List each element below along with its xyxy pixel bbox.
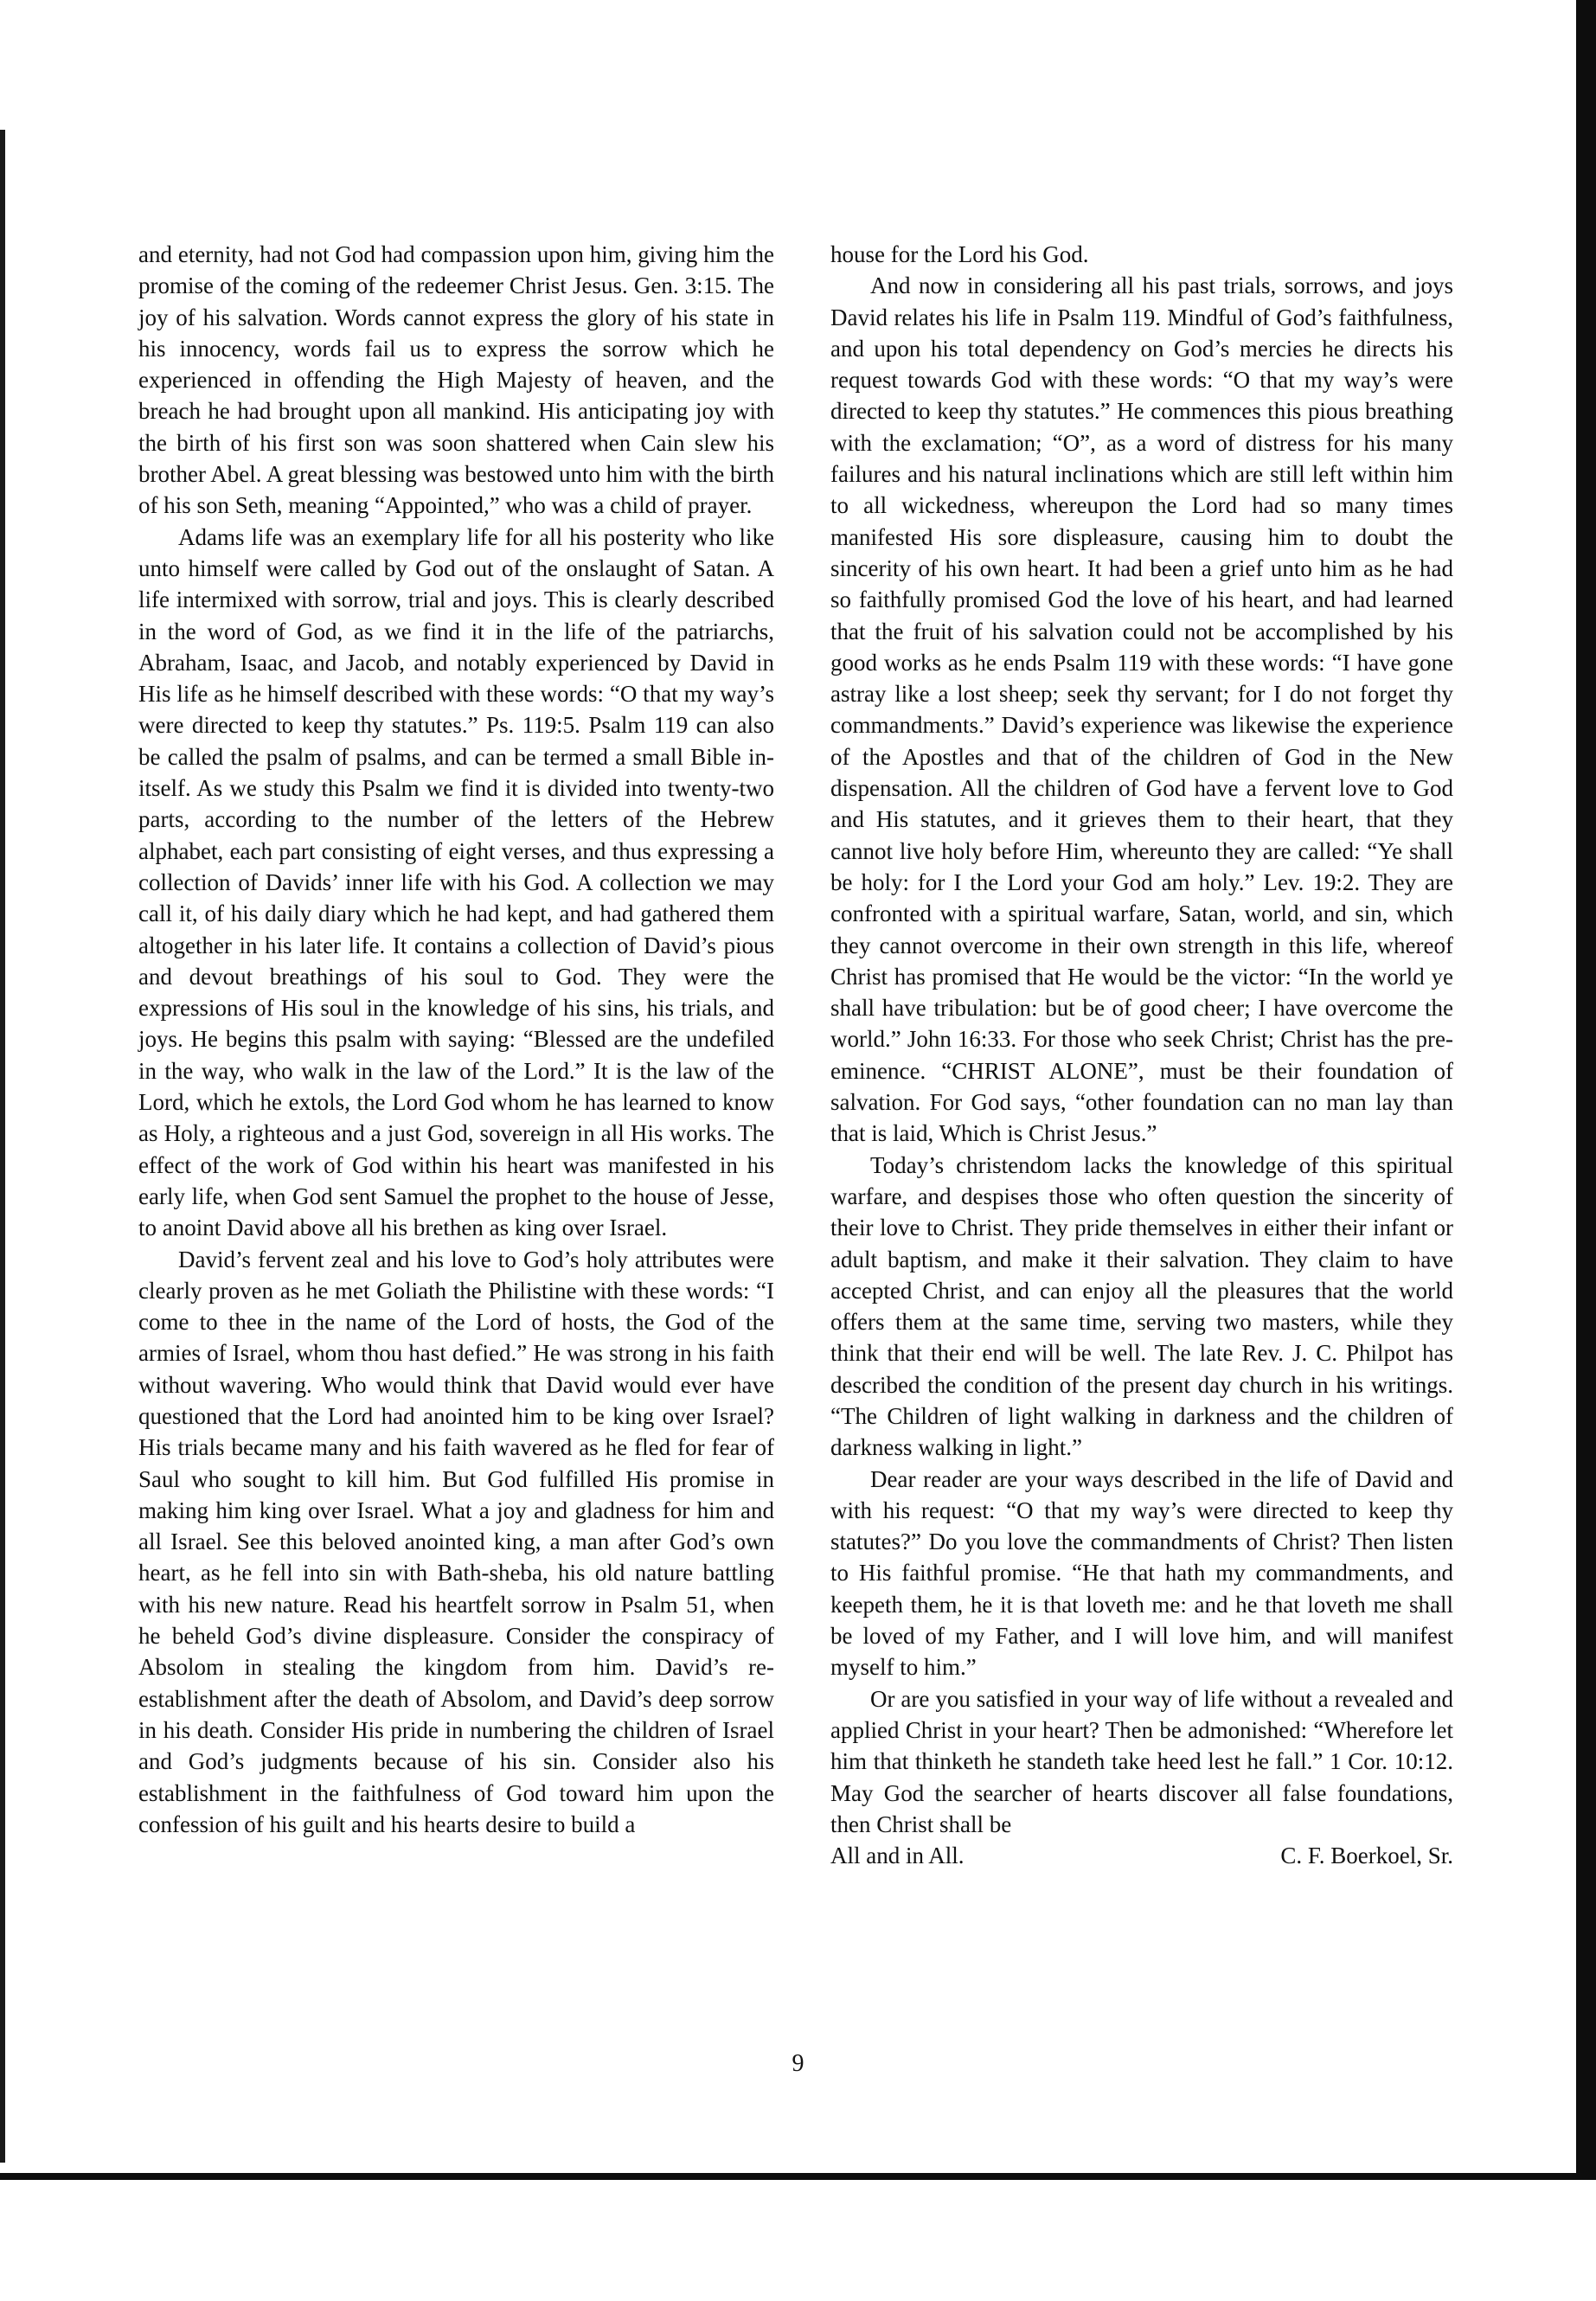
right-paragraph-5: Or are you satisfied in your way of life without a revealed and applied Christ in your heart? Then be admonished: “Wherefore let him that thinketh he standeth take heed lest he fall.” 1 Cor. 10:12. May God the searcher of hearts discover all false foundations, then Christ shall be [830, 1685, 1453, 1837]
right-paragraph-4: Dear reader are your ways described in the life of David and with his request: “O that my way’s were directed to keep thy statutes?” Do you love the commandments of Christ? Then listen to His faithful promise. “He that hath my commandments, and keepeth them, he it is that loveth me: and he that loveth me shall be loved of my Father, and I will love him, and will manifest myself to him.” [830, 1465, 1453, 1681]
scan-edge-left [0, 130, 5, 2163]
left-paragraph-3: David’s fervent zeal and his love to God’s holy attributes were clearly proven as he met Goliath the Philistine with these words: “I come to thee in the name of the Lord of hosts, the God of the armies of Israel, whom thou hast defied.” He was strong in his faith without wavering. Who would think that David would ever have questioned that the Lord had anointed him to be king over Israel? His trials became many and his faith wavered as he fled for fear of Saul who sought to kill him. But God fulfilled His promise in making him king over Israel. What a joy and gladness for him and all Israel. See this beloved anointed king, a man after God’s own heart, as he fell into sin with Bath-sheba, his old nature battling with his new nature. Read his heartfelt sorrow in Psalm 51, when he beheld God’s divine displeasure. Consider the conspiracy of Absolom in stealing the kingdom from him. David’s re-establishment after the death of Absolom, and David’s deep sorrow in his death. Consider His pride in numbering the children of Israel and God’s judgments because of his sin. Consider also his establishment in the faithfulness of God toward him upon the confession of his guilt and his hearts desire to build a [138, 1246, 774, 1837]
scan-edge-bottom [0, 2173, 1596, 2180]
right-paragraph-2: And now in considering all his past trials, sorrows, and joys David relates his life in Psalm 119. Mindful of God’s faithfulness, and upon his total dependency on God’s mercies he directs his request towards God with these words: “O that my way’s were directed to keep thy statutes.” He commences this pious breathing with the exclamation; “O”, as a word of distress for his many failures and his natural inclinations which are still left within him to all wickedness, whereupon the Lord had so many times manifested His sore displeasure, causing him to doubt the sincerity of his own heart. It had been a grief unto him as he had so faithfully promised God the love of his heart, and had learned that the fruit of his salvation could not be accomplished by his good works as he ends Psalm 119 with these words: “I have gone astray like a lost sheep; seek thy servant; for I do not forget thy commandments.” David’s experience was likewise the experience of the Apostles and that of the children of God in the New dispensation. All the children of God have a fervent love to God and His statutes, and it grieves them to their heart, that they cannot live holy before Him, whereunto they are called: “Ye shall be holy: for I the Lord your God am holy.” Lev. 19:2. They are confronted with a spiritual warfare, Satan, world, and sin, which they cannot overcome in their own strength in this life, whereof Christ has promised that He would be the victor: “In the world ye shall have tribulation: but be of good cheer; I have overcome the world.” John 16:33. For those who seek Christ; Christ has the pre-eminence. “CHRIST ALONE”, must be their foundation of salvation. For God says, “other foundation can no man lay than that is laid, Which is Christ Jesus.” [830, 272, 1453, 1147]
author-signature: C. F. Boerkoel, Sr. [1280, 1843, 1453, 1869]
right-column [830, 239, 1453, 1871]
scan-edge-right [1576, 0, 1596, 2180]
closing-line [830, 1840, 1453, 1871]
page-number: 9 [792, 2050, 804, 2077]
right-paragraph-1: house for the Lord his God. [830, 241, 1089, 267]
right-paragraph-3: Today’s christendom lacks the knowledge of this spiritual warfare, and despises those who often question the sincerity of their love to Christ. They pride themselves in either their infant or adult baptism, and make it their salvation. They claim to have accepted Christ, and can enjoy all the pleasures that the world offers them at the same time, serving two masters, while they think that their end will be well. The late Rev. J. C. Philpot has described the condition of the present day church in his writings. “The Children of light walking in darkness and the children of darkness walking in light.” [830, 1151, 1453, 1461]
left-paragraph-1: and eternity, had not God had compassion upon him, giving him the promise of the coming of the redeemer Christ Jesus. Gen. 3:15. The joy of his salvation. Words cannot express the glory of his state in his innocency, words fail us to express the sorrow which he experienced in offending the High Majesty of heaven, and the breach he had brought upon all mankind. His anticipating joy with the birth of his first son was soon shattered when Cain slew his brother Abel. A great blessing was bestowed unto him with the birth of his son Seth, meaning “Appointed,” who was a child of prayer. [138, 241, 774, 519]
closing-words: All and in All. [830, 1843, 965, 1869]
left-paragraph-2: Adams life was an exemplary life for all his posterity who like unto himself were called by God out of the onslaught of Satan. A life intermixed with sorrow, trial and joys. This is clearly described in the word of God, as we find it in the life of the patriarchs, Abraham, Isaac, and Jacob, and notably experienced by David in His life as he himself described with these words: “O that my way’s were directed to keep thy statutes.” Ps. 119:5. Psalm 119 can also be called the psalm of psalms, and can be termed a small Bible in-itself. As we study this Psalm we find it is divided into twenty-two parts, according to the number of the letters of the Hebrew alphabet, each part consisting of eight verses, and thus expressing a collection of Davids’ inner life with his God. A collection we may call it, of his daily diary which he had kept, and had gathered them altogether in his later life. It contains a collection of David’s pious and devout breathings of his soul to God. They were the expressions of His soul in the knowledge of his sins, his trials, and joys. He begins this psalm with saying: “Blessed are the undefiled in the way, who walk in the law of the Lord.” It is the law of the Lord, which he extols, the Lord God whom he has learned to know as Holy, a righteous and a just God, sovereign in all His works. The effect of the work of God within his heart was manifested in his early life, when God sent Samuel the prophet to the house of Jesse, to anoint David above all his brethen as king over Israel. [138, 523, 774, 1241]
left-column [138, 239, 774, 1840]
